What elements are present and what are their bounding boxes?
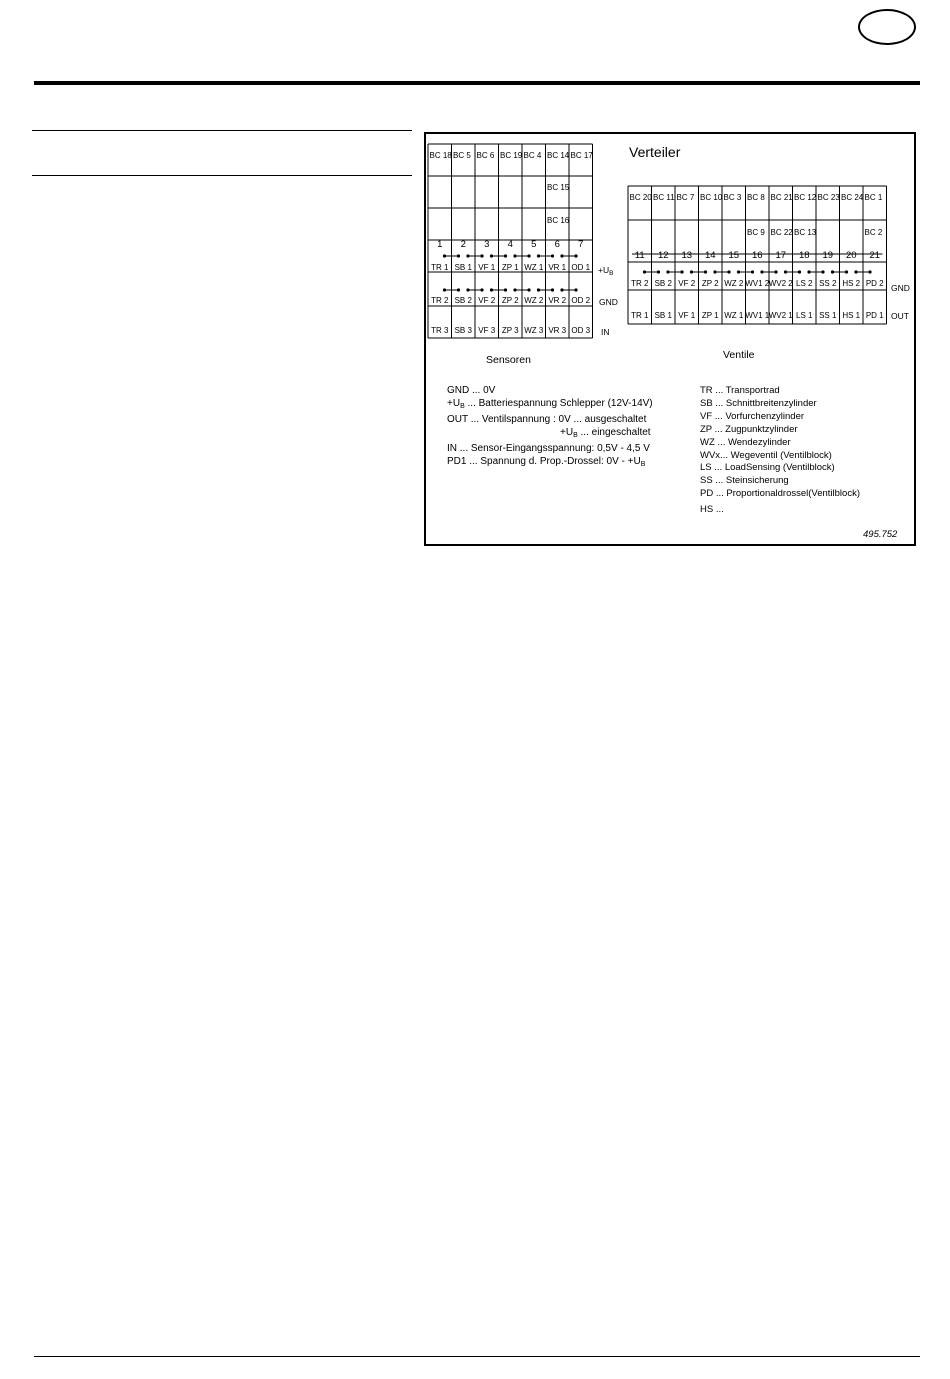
legend-right-item: LS ... LoadSensing (Ventilblock) [700, 462, 835, 474]
terminal-number: 18 [798, 250, 810, 261]
jumper-dot [774, 270, 777, 273]
bc-label: BC 4 [523, 151, 542, 160]
sensoren-caption: Sensoren [486, 354, 531, 366]
pin-label: TR 1 [431, 263, 449, 272]
terminal-number: 20 [845, 250, 857, 261]
terminal-number: 17 [775, 250, 787, 261]
pin-label: SB 1 [454, 263, 472, 272]
pin-label: VF 3 [478, 326, 496, 335]
legend-right-item: PD ... Proportionaldrossel(Ventilblock) [700, 488, 860, 500]
jumper-dot [480, 288, 483, 291]
pin-label: WZ 1 [724, 311, 744, 320]
bc-label: BC 2 [864, 228, 883, 237]
legend-right-item: WZ ... Wendezylinder [700, 436, 791, 448]
terminal-number: 3 [484, 239, 490, 250]
terminal-number: 5 [531, 239, 537, 250]
terminal-number: 19 [822, 250, 834, 261]
legend-out-on: $+U_B$ ... eingeschaltet [560, 426, 651, 439]
jumper-dot [457, 288, 460, 291]
jumper-dot [845, 270, 848, 273]
legend-pd1: PD1 ... Spannung d. Prop.-Drossel: $0V - +U_B$ [447, 455, 646, 468]
pin-label: WZ 1 [524, 263, 544, 272]
jumper-dot [443, 288, 446, 291]
bc-label: BC 8 [747, 193, 765, 202]
pin-label: VF 1 [678, 311, 696, 320]
bc-label: BC 17 [570, 151, 593, 160]
bc-label: BC 5 [453, 151, 471, 160]
bc-label: BC 3 [723, 193, 742, 202]
pin-label: OD 3 [571, 326, 591, 335]
bc-label: BC 10 [700, 193, 723, 202]
terminal-number: 7 [578, 239, 584, 250]
jumper-dot [490, 288, 493, 291]
jumper-dot [831, 270, 834, 273]
terminal-number: 6 [554, 239, 560, 250]
legend-gnd: GND ... 0V [447, 385, 496, 396]
pin-label: VF 2 [678, 279, 696, 288]
pin-label: VR 3 [548, 326, 567, 335]
jumper-dot [784, 270, 787, 273]
terminal-number: 14 [704, 250, 716, 261]
jumper-dot [490, 254, 493, 257]
jumper-dot [751, 270, 754, 273]
section-rule-top [32, 130, 412, 131]
pin-label: WZ 2 [724, 279, 744, 288]
jumper-dot [737, 270, 740, 273]
pin-label: LS 1 [796, 311, 813, 320]
footer-rule [34, 1356, 920, 1357]
pin-label: TR 2 [631, 279, 649, 288]
jumper-dot [443, 254, 446, 257]
pin-label: SB 3 [454, 326, 472, 335]
jumper-dot [560, 254, 563, 257]
terminal-number: 21 [869, 250, 881, 261]
header-rule [34, 81, 920, 85]
rail-label-out: OUT [891, 311, 909, 321]
bc-label: BC 1 [864, 193, 883, 202]
bc-label: BC 9 [747, 228, 765, 237]
jumper-dot [727, 270, 730, 273]
jumper-dot [527, 254, 530, 257]
legend-abbreviations-left [447, 385, 653, 471]
diagram-title: Verteiler [629, 144, 681, 160]
pin-label: WZ 2 [524, 296, 544, 305]
pin-label: SB 2 [454, 296, 472, 305]
jumper-dot [690, 270, 693, 273]
jumper-dot [643, 270, 646, 273]
legend-ub: $+U_B$ ... Batteriespannung Schlepper (12V-14V) [447, 397, 653, 410]
terminal-number: 15 [728, 250, 740, 261]
pin-label: HS 1 [842, 311, 861, 320]
legend-right-item: VF ... Vorfurchenzylinder [700, 410, 805, 422]
terminal-number: 2 [460, 239, 466, 250]
jumper-dot [457, 254, 460, 257]
language-badge-oval [858, 9, 916, 45]
bc-label: BC 14 [547, 151, 570, 160]
jumper-dot [868, 270, 871, 273]
rail-label-ub: $+U_B$ [598, 265, 614, 277]
jumper-dot [574, 288, 577, 291]
jumper-dot [466, 288, 469, 291]
jumper-dot [551, 254, 554, 257]
bc-label: BC 22 [770, 228, 793, 237]
jumper-dot [551, 288, 554, 291]
legend-right-item: TR ... Transportrad [700, 385, 780, 396]
pin-label: TR 3 [431, 326, 449, 335]
terminal-number: 4 [507, 239, 513, 250]
ventile-connector-grid [628, 186, 887, 324]
terminal-number: 16 [751, 250, 763, 261]
sensoren-connector-grid [428, 144, 593, 338]
jumper-dot [666, 270, 669, 273]
bc-label: BC 23 [817, 193, 840, 202]
pin-label: TR 2 [431, 296, 449, 305]
pin-label: LS 2 [796, 279, 813, 288]
jumper-dot [480, 254, 483, 257]
jumper-dot [760, 270, 763, 273]
legend-right-item: WVx... Wegeventil (Ventilblock) [700, 449, 832, 461]
legend-right-item: SB ... Schnittbreitenzylinder [700, 397, 817, 409]
jumper-dot [713, 270, 716, 273]
bc-label: BC 20 [629, 193, 652, 202]
drawing-reference: 495.752 [863, 529, 898, 540]
legend-in: IN ... Sensor-Eingangsspannung: 0,5V - 4,5 V [447, 442, 650, 454]
legend-abbreviations-right [700, 385, 860, 517]
jumper-dot [704, 270, 707, 273]
pin-label: ZP 2 [501, 296, 519, 305]
jumper-dot [560, 288, 563, 291]
pin-label: WV2 1 [768, 311, 793, 320]
pin-label: VF 1 [478, 263, 496, 272]
rail-label-gnd-ventile: GND [891, 283, 910, 293]
terminal-number: 11 [634, 250, 645, 261]
bc-label: BC 16 [547, 216, 570, 225]
bc-label: BC 7 [676, 193, 695, 202]
ventile-caption: Ventile [723, 349, 755, 361]
jumper-dot [513, 288, 516, 291]
bc-label: BC 18 [429, 151, 452, 160]
pin-label: SB 1 [654, 311, 672, 320]
pin-label: ZP 1 [501, 263, 519, 272]
bc-label: BC 24 [841, 193, 864, 202]
pin-label: PD 1 [865, 311, 884, 320]
pin-label: VR 2 [548, 296, 567, 305]
jumper-dot [807, 270, 810, 273]
pin-label: TR 1 [631, 311, 649, 320]
legend-out: OUT ... Ventilspannung : 0V ... ausgeschaltet [447, 413, 647, 425]
bc-label: BC 11 [653, 193, 675, 202]
legend-right-item: HS ... [700, 504, 724, 516]
terminal-number: 1 [437, 239, 443, 250]
jumper-dot [657, 270, 660, 273]
terminal-number: 12 [657, 250, 669, 261]
pin-label: WV2 2 [768, 279, 793, 288]
bc-label: BC 12 [794, 193, 817, 202]
pin-label: SS 2 [819, 279, 837, 288]
rail-label-gnd-sensoren: GND [599, 297, 618, 307]
pin-label: WZ 3 [524, 326, 544, 335]
bc-label: BC 6 [476, 151, 495, 160]
jumper-dot [854, 270, 857, 273]
legend-right-item: ZP ... Zugpunktzylinder [700, 423, 798, 435]
jumper-dot [466, 254, 469, 257]
terminal-number: 13 [681, 250, 693, 261]
pin-label: VF 2 [478, 296, 496, 305]
jumper-dot [504, 254, 507, 257]
pin-label: OD 1 [571, 263, 591, 272]
jumper-dot [504, 288, 507, 291]
pin-label: WV1 2 [745, 279, 770, 288]
bc-label: BC 13 [794, 228, 817, 237]
section-rule-bottom [32, 175, 412, 176]
jumper-dot [574, 254, 577, 257]
pin-label: WV1 1 [745, 311, 770, 320]
rail-label-in: IN [601, 327, 610, 337]
jumper-dot [537, 288, 540, 291]
jumper-dot [680, 270, 683, 273]
pin-label: ZP 2 [701, 279, 719, 288]
pin-label: ZP 3 [501, 326, 519, 335]
jumper-dot [798, 270, 801, 273]
pin-label: HS 2 [842, 279, 861, 288]
bc-label: BC 21 [770, 193, 793, 202]
pin-label: ZP 1 [701, 311, 719, 320]
jumper-dot [537, 254, 540, 257]
pin-label: SB 2 [654, 279, 672, 288]
legend-right-item: SS ... Steinsicherung [700, 475, 789, 487]
pin-label: PD 2 [865, 279, 884, 288]
bc-label: BC 15 [547, 183, 570, 192]
bc-label: BC 19 [500, 151, 523, 160]
pin-label: SS 1 [819, 311, 837, 320]
pin-label: OD 2 [571, 296, 591, 305]
jumper-dot [527, 288, 530, 291]
jumper-dot [513, 254, 516, 257]
pin-label: VR 1 [548, 263, 567, 272]
jumper-dot [821, 270, 824, 273]
